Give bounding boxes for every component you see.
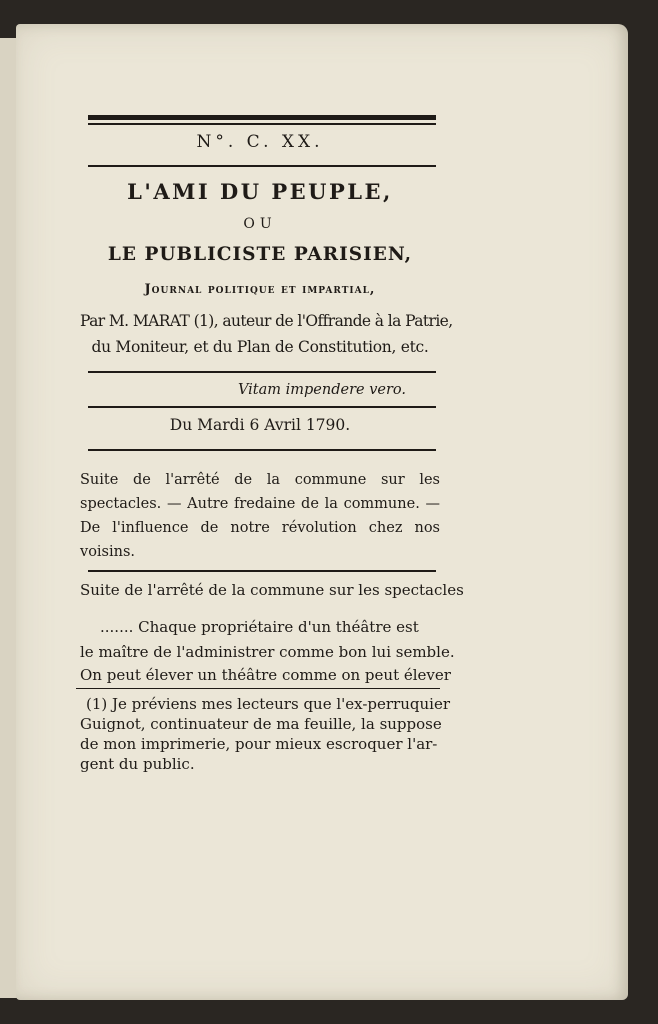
journal-title: L'AMI DU PEUPLE, [127,179,393,204]
footnote-line-4: gent du public. [80,755,195,773]
title-conjunction: OU [243,216,277,232]
footnote-line-2: Guignot, continuateur de ma feuille, la suppose [80,715,442,733]
section-heading: Suite de l'arrêté de la commune sur les spectacles [80,581,464,599]
issue-number: N°. C. XX. [196,132,324,152]
top-double-rule [88,115,436,120]
body-line-2: le maître de l'administrer comme bon lui semble. [80,643,455,661]
rule-under-summary [88,570,436,572]
rule-under-author [88,371,436,373]
issue-date: Du Mardi 6 Avril 1790. [169,416,351,434]
footnote-line-3: de mon imprimerie, pour mieux escroquer l'ar- [80,735,438,753]
journal-subtitle: LE PUBLICISTE PARISIEN, [107,244,413,265]
top-thin-rule [88,123,436,125]
issue-summary: Suite de l'arrêté de la commune sur les spectacles. — Autre fredaine de la commune. — De l'influence de notre révolution chez nos voisins. [80,472,440,560]
author-line-2: du Moniteur, et du Plan de Constitution, etc. [91,338,429,356]
footnote-rule [76,688,440,689]
footnote-line-1: (1) Je préviens mes lecteurs que l'ex-perruquier [86,695,450,713]
rule-under-issue [88,165,436,167]
body-line-1: ....... Chaque propriétaire d'un théâtre est [100,618,419,636]
author-line-1: Par M. MARAT (1), auteur de l'Offrande à la Patrie, [80,312,453,330]
motto: Vitam impendere vero. [237,382,406,398]
journal-description: Journal politique et impartial, [144,282,376,297]
document-page [16,24,628,1000]
rule-under-motto [88,406,436,408]
body-line-3: On peut élever un théâtre comme on peut élever [80,666,451,684]
rule-under-date [88,449,436,451]
